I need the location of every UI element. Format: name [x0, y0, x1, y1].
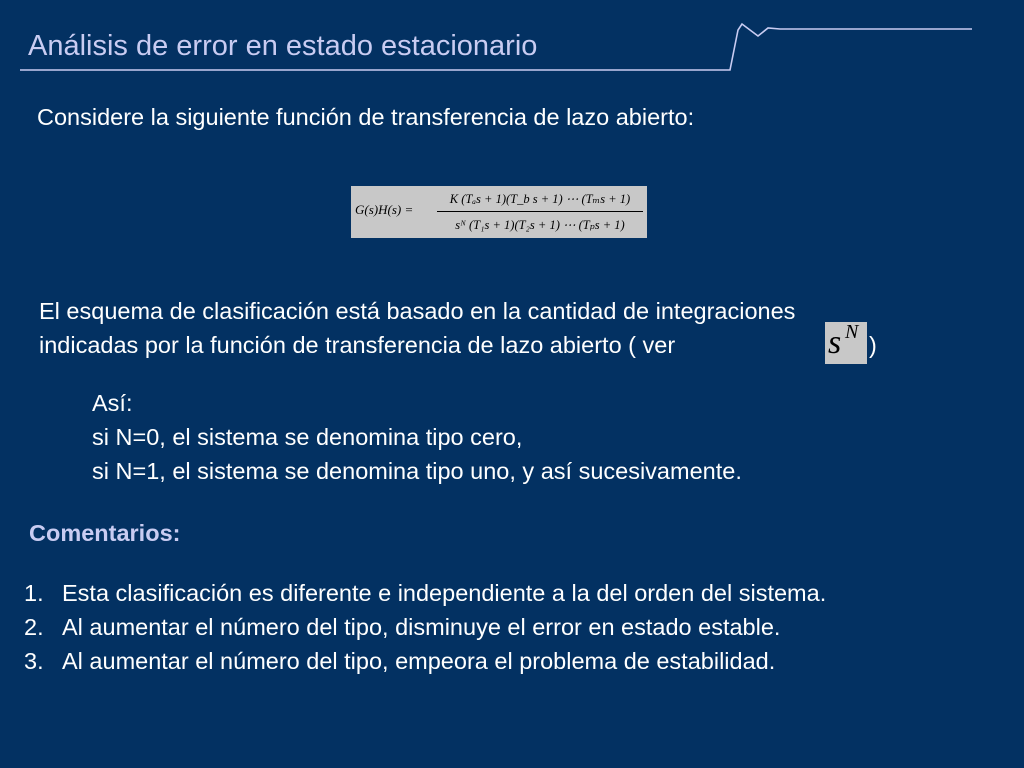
list-item-number: 2.: [24, 614, 44, 640]
s-power-n-formula: [825, 322, 867, 364]
asi-line-1: Así:: [92, 390, 133, 416]
closing-parenthesis: ): [869, 332, 877, 358]
slide-title: Análisis de error en estado estacionario: [28, 30, 538, 62]
list-item: [24, 576, 826, 610]
scheme-line-1: El esquema de clasificación está basado en la cantidad de integraciones: [39, 298, 796, 324]
classification-scheme-text: [39, 294, 795, 362]
s-base: s: [828, 324, 842, 361]
list-item-number: 1.: [24, 580, 44, 606]
asi-line-3: si N=1, el sistema se denomina tipo uno, y así sucesivamente.: [92, 458, 742, 484]
equation-fraction: [437, 189, 643, 235]
equation-lhs: G(s)H(s) =: [355, 202, 414, 217]
equation-denominator: sᴺ (T₁s + 1)(T₂s + 1) ⋯ (Tₚs + 1): [455, 218, 625, 232]
transfer-function-equation: [351, 186, 647, 238]
comments-list: [24, 576, 826, 678]
type-examples: [92, 386, 742, 488]
comments-heading: Comentarios:: [29, 520, 181, 546]
n-exponent: N: [845, 321, 859, 343]
list-item-text: Al aumentar el número del tipo, empeora el problema de estabilidad.: [62, 648, 776, 674]
intro-text: Considere la siguiente función de transferencia de lazo abierto:: [37, 104, 695, 130]
list-item-number: 3.: [24, 648, 44, 674]
list-item-text: Esta clasificación es diferente e independiente a la del orden del sistema.: [62, 580, 827, 606]
fraction-bar: [437, 211, 643, 212]
list-item: [24, 610, 826, 644]
scheme-line-2: indicadas por la función de transferencia de lazo abierto ( ver: [39, 332, 676, 358]
equation-numerator: K (Tₐs + 1)(T_b s + 1) ⋯ (Tₘs + 1): [449, 192, 631, 206]
list-item-text: Al aumentar el número del tipo, disminuye el error en estado estable.: [62, 614, 781, 640]
asi-line-2: si N=0, el sistema se denomina tipo cero,: [92, 424, 523, 450]
list-item: [24, 644, 826, 678]
